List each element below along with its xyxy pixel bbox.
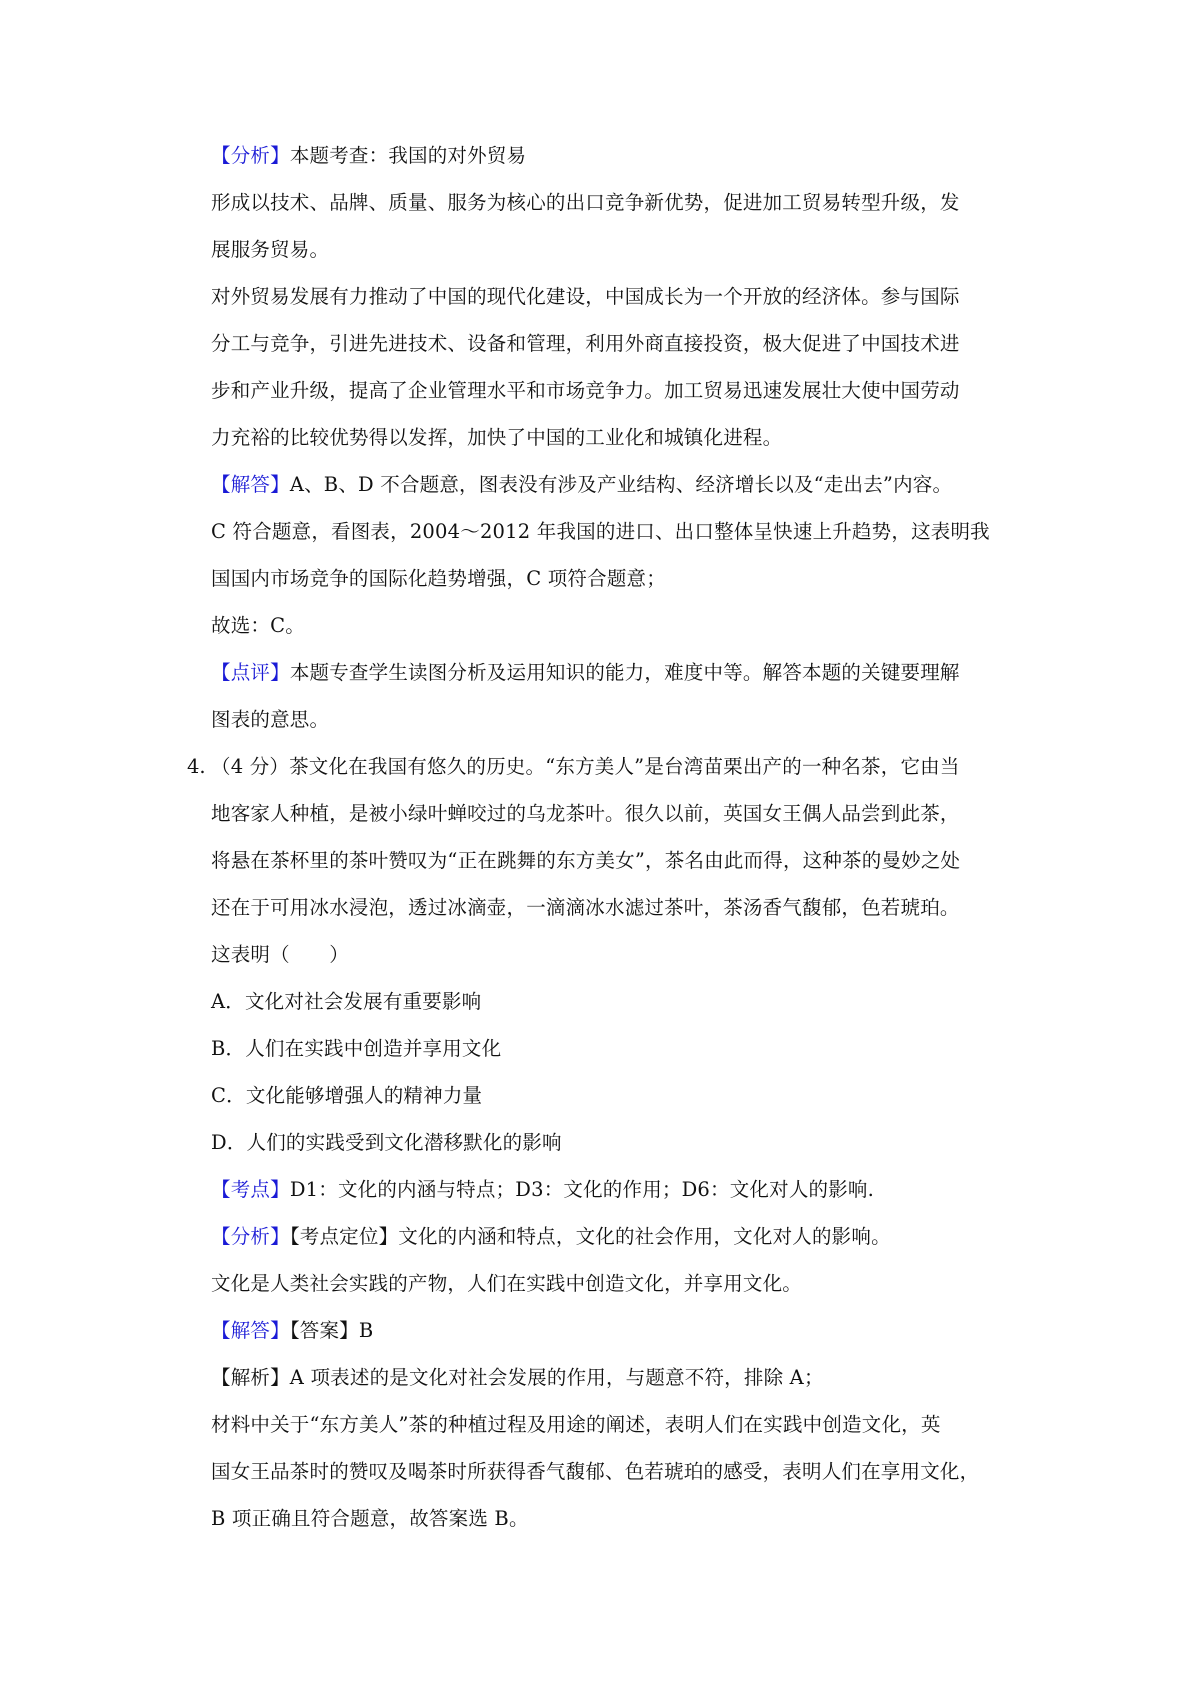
q3-comment-line2: 图表的意思。 [211, 708, 330, 731]
q3-answer-line2: C 符合题意，看图表，2004～2012 年我国的进口、出口整体呈快速上升趋势，这表明我 [211, 520, 990, 543]
comment-tag: 【点评】 [211, 661, 290, 684]
option-b: B．人们在实践中创造并享用文化 [211, 1037, 502, 1060]
q3-analysis-heading [211, 142, 1041, 170]
q4-stem-line4: 还在于可用冰水浸泡，透过冰滴壶，一滴滴冰水滤过茶叶，茶汤香气馥郁，色若琥珀。 [211, 896, 960, 919]
comment-text: 本题专查学生读图分析及运用知识的能力，难度中等。解答本题的关键要理解 [289, 661, 960, 684]
q4-analysis-line1 [211, 1223, 1041, 1251]
analysis-title: 本题考查：我国的对外贸易 [289, 144, 527, 167]
q3-analysis-p1-line2: 展服务贸易。 [211, 238, 330, 261]
q3-comment-line1 [211, 659, 1041, 687]
answer-text: 【答案】B [289, 1319, 374, 1342]
q3-answer-line3: 国国内市场竞争的国际化趋势增强，C 项符合题意； [211, 567, 666, 590]
q3-analysis-p2-line2: 分工与竞争，引进先进技术、设备和管理，利用外商直接投资，极大促进了中国技术进 [211, 332, 960, 355]
answer-tag: 【解答】 [211, 1319, 290, 1342]
q3-answer-line4: 故选：C。 [211, 614, 305, 637]
answer-tag: 【解答】 [211, 473, 290, 496]
q4-stem-line1: （4 分）茶文化在我国有悠久的历史。“东方美人”是台湾苗栗出产的一种名茶，它由当 [211, 755, 960, 778]
q3-analysis-p2-line4: 力充裕的比较优势得以发挥，加快了中国的工业化和城镇化进程。 [211, 426, 783, 449]
q3-analysis-p2-line1: 对外贸易发展有力推动了中国的现代化建设，中国成长为一个开放的经济体。参与国际 [211, 285, 960, 308]
q3-answer-line1 [211, 471, 1041, 499]
analysis-text: 【考点定位】文化的内涵和特点，文化的社会作用，文化对人的影响。 [289, 1225, 891, 1248]
option-d: D．人们的实践受到文化潜移默化的影响 [211, 1131, 562, 1154]
answer-text: A、B、D 不合题意，图表没有涉及产业结构、经济增长以及“走出去”内容。 [289, 473, 953, 496]
q4-jiexi-line1: 【解析】A 项表述的是文化对社会发展的作用，与题意不符，排除 A； [211, 1366, 824, 1389]
kaodian-tag: 【考点】 [211, 1178, 290, 1201]
analysis-tag: 【分析】 [211, 1225, 290, 1248]
q3-analysis-p1-line1: 形成以技术、品牌、质量、服务为核心的出口竞争新优势，促进加工贸易转型升级，发 [211, 191, 960, 214]
q4-kaodian-line [211, 1176, 1041, 1204]
q4-analysis-line2: 文化是人类社会实践的产物，人们在实践中创造文化，并享用文化。 [211, 1272, 803, 1295]
q4-jiexi-line3: 国女王品茶时的赞叹及喝茶时所获得香气馥郁、色若琥珀的感受，表明人们在享用文化， [211, 1460, 980, 1483]
q4-stem-line2: 地客家人种植，是被小绿叶蝉咬过的乌龙茶叶。很久以前，英国女王偶人品尝到此茶， [211, 802, 960, 825]
q3-analysis-p2-line3: 步和产业升级，提高了企业管理水平和市场竞争力。加工贸易迅速发展壮大使中国劳动 [211, 379, 960, 402]
q4-answer-line [211, 1317, 1041, 1345]
q4-stem-line5: 这表明（ ） [211, 943, 349, 966]
kaodian-text: D1：文化的内涵与特点；D3：文化的作用；D6：文化对人的影响. [289, 1178, 875, 1201]
q4-stem-line3: 将悬在茶杯里的茶叶赞叹为“正在跳舞的东方美女”，茶名由此而得，这种茶的曼妙之处 [211, 849, 961, 872]
analysis-tag: 【分析】 [211, 144, 290, 167]
option-a: A．文化对社会发展有重要影响 [211, 990, 482, 1013]
option-c: C．文化能够增强人的精神力量 [211, 1084, 483, 1107]
q4-jiexi-line2: 材料中关于“东方美人”茶的种植过程及用途的阐述，表明人们在实践中创造文化，英 [211, 1413, 941, 1436]
question-number: 4. [187, 755, 206, 778]
q4-jiexi-line4: B 项正确且符合题意，故答案选 B。 [211, 1507, 529, 1530]
